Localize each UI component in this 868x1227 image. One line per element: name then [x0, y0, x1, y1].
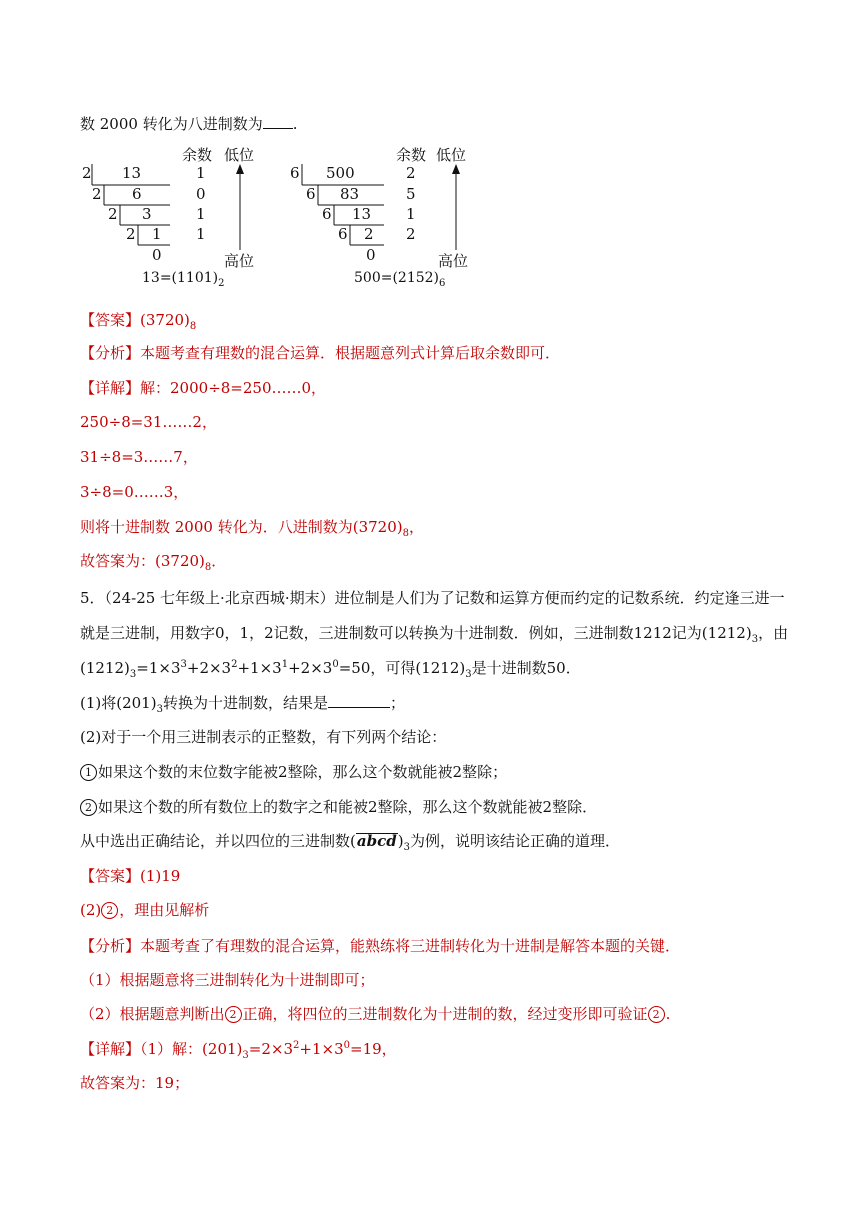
- quotient: 2: [364, 225, 374, 243]
- answer-blank: [263, 114, 293, 129]
- divisor: 6: [338, 225, 348, 243]
- answer-line-2: (2) 2 ，理由见解析: [80, 901, 210, 919]
- divisor: 6: [322, 205, 332, 223]
- divisor: 2: [126, 225, 136, 243]
- detail-line: 【详解】（1）解：$(201)_3=2\times 3^2+1\times 3^0=19$，: [80, 1040, 397, 1061]
- circled-number: 2: [225, 1006, 242, 1023]
- part-1-line: (1)将$(201)_3$转换为十进制数，结果是 ；: [80, 694, 405, 715]
- circled-number: 2: [648, 1006, 665, 1023]
- conversion-result: $13=(1101)_2$: [142, 270, 225, 289]
- question-tail: 数 2000 转化为八进制数为 .: [80, 115, 298, 133]
- base-conversion-diagram: [74, 140, 494, 290]
- conclusion-1-line: 1 如果这个数的末位数字能被2整除，那么这个数就能被2整除；: [80, 762, 507, 782]
- remainder: 2: [406, 164, 416, 182]
- remainder: 1: [196, 205, 206, 223]
- divisor: 6: [306, 185, 316, 203]
- divisor: 6: [290, 164, 300, 182]
- final-answer-line: 故答案为：$(3720)_8$．: [80, 552, 227, 573]
- arrow-up-icon: [236, 164, 244, 174]
- low-digit-label: 低位: [436, 146, 467, 164]
- low-digit-label: 低位: [224, 146, 255, 164]
- remainder: 5: [406, 185, 416, 203]
- remainder: 1: [196, 164, 206, 182]
- divisor: 2: [108, 205, 118, 223]
- right-division: [290, 146, 468, 289]
- part-2-line: (2)对于一个用三进制表示的正整数，有下列两个结论：: [80, 728, 447, 746]
- question-5-line-2: 就是三进制，用数字0，1，2记数，三进制数可以转换为十进制数．例如，三进制数1212记为$(1212)_3$，由: [80, 624, 789, 645]
- remainder: 1: [406, 205, 416, 223]
- conversion-result: $500=(2152)_6$: [354, 270, 446, 289]
- step-line: 31÷8=3……7，: [80, 448, 198, 466]
- analysis-step-1: （1）根据题意将三进制转化为十进制即可；: [80, 971, 375, 989]
- remainder: 0: [196, 185, 206, 203]
- high-digit-label: 高位: [438, 252, 469, 270]
- quotient: 83: [340, 185, 360, 203]
- final-answer-line: 故答案为：19；: [80, 1074, 190, 1092]
- divisor: 2: [82, 164, 92, 182]
- divisor: 2: [92, 185, 102, 203]
- step-line: 250÷8=31……2，: [80, 413, 217, 431]
- conclusion-2-line: 2 如果这个数的所有数位上的数字之和能被2整除，那么这个数就能被2整除．: [80, 797, 597, 817]
- overlined-number: abcd: [356, 832, 397, 850]
- remainder: 1: [196, 225, 206, 243]
- conclusion-line: 则将十进制数 2000 转化为．八进制数为$(3720)_8$，: [80, 518, 424, 539]
- final-quotient: 0: [366, 246, 376, 264]
- circled-number: 1: [80, 764, 97, 781]
- step-line: 3÷8=0……3，: [80, 483, 189, 501]
- arrow-up-icon: [452, 164, 460, 174]
- circled-number: 2: [101, 902, 118, 919]
- remainder: 2: [406, 225, 416, 243]
- remainder-header: 余数: [396, 146, 427, 164]
- remainder-header: 余数: [182, 146, 213, 164]
- quotient: 500: [326, 164, 355, 182]
- detail-line: 【详解】解：2000÷8=250……0，: [80, 379, 327, 397]
- quotient: 1: [152, 225, 162, 243]
- analysis-line: 【分析】本题考查了有理数的混合运算，能熟练将三进制转化为十进制是解答本题的关键．: [80, 937, 681, 955]
- quotient: 6: [132, 185, 142, 203]
- quotient: 13: [122, 164, 142, 182]
- final-quotient: 0: [152, 246, 162, 264]
- answer-line: 【答案】$(3720)_8$: [80, 311, 197, 332]
- question-5-line-1: 5．（24-25 七年级上·北京西城·期末）进位制是人们为了记数和运算方便而约定的记数系统．约定逢三进一: [80, 589, 785, 607]
- quotient: 3: [142, 205, 152, 223]
- instruction-line: 从中选出正确结论，并以四位的三进制数$(abcd)_3$为例，说明该结论正确的道理．: [80, 832, 620, 853]
- circled-number: 2: [80, 799, 97, 816]
- quotient: 13: [352, 205, 372, 223]
- left-division: [82, 146, 254, 289]
- analysis-step-2: （2）根据题意判断出 2 正确，将四位的三进制数化为十进制的数，经过变形即可验证 2 .: [80, 1005, 671, 1023]
- analysis-line: 【分析】本题考查有理数的混合运算．根据题意列式计算后取余数即可．: [80, 344, 561, 362]
- question-5-line-3: $(1212)_3=1\times 3^3+2\times 3^2+1\times 3^1+2\times 3^0=50$，可得$(1212)_3$是十进制数50．: [80, 659, 581, 680]
- high-digit-label: 高位: [224, 252, 255, 270]
- answer-blank: [328, 693, 390, 708]
- answer-line: 【答案】(1)19: [80, 867, 181, 885]
